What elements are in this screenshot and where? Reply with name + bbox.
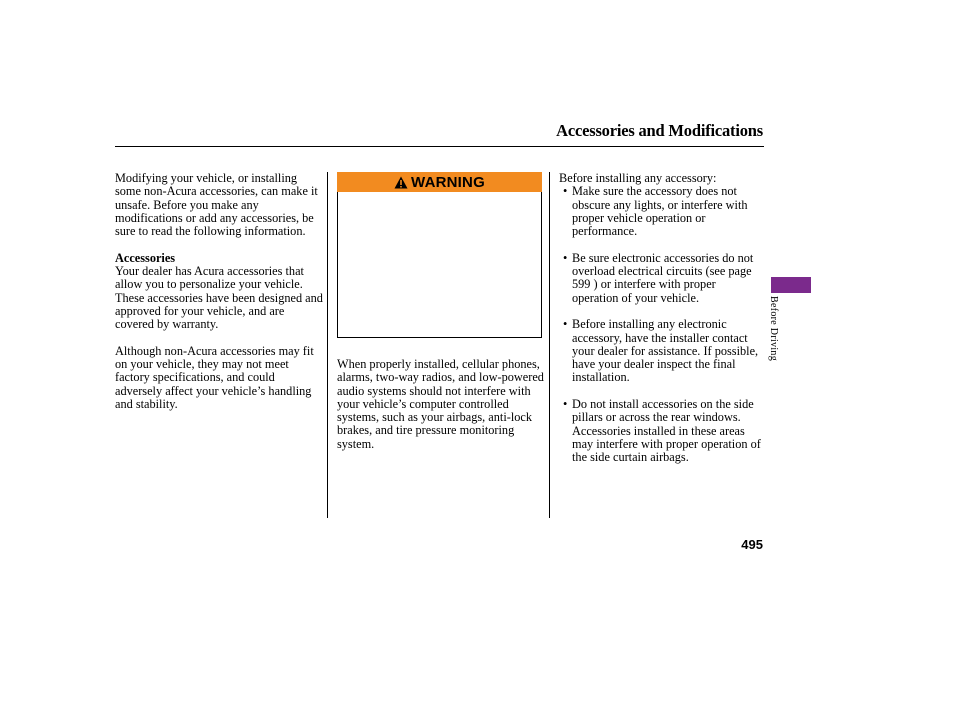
accessories-heading: Accessories [115, 250, 176, 265]
column-divider-left [327, 172, 328, 518]
column-divider-right [549, 172, 550, 518]
warning-label: WARNING [411, 173, 485, 191]
accessory-bullet-list [559, 185, 761, 464]
page-title: Accessories and Modifications [556, 121, 763, 140]
list-item: • Be sure electronic accessories do not overload electrical circuits (see page 599 ) or interfere with proper operation of your vehicle. [563, 250, 754, 305]
warning-triangle-icon [394, 176, 408, 189]
right-column [559, 172, 761, 478]
page-number: 495 [741, 537, 763, 552]
electronics-paragraph: When properly installed, cellular phones, alarms, two-way radios, and low-powered audio systems should not interfere with your vehicle’s computer controlled systems, such as your airbags, anti-lock brakes, and tire pressure monitoring system. [337, 357, 544, 451]
left-column [115, 172, 323, 411]
list-item: • Do not install accessories on the side pillars or across the rear windows. Accessories installed in these areas may interfere with proper operation of the side curtain airbags. [563, 397, 761, 465]
list-item: • Make sure the accessory does not obscure any lights, or interfere with proper vehicle operation or performance. [563, 184, 748, 239]
warning-banner [337, 172, 542, 192]
middle-column [337, 358, 545, 451]
list-item: • Before installing any electronic accessory, have the installer contact your dealer for assistance. If possible, have your dealer inspect the final installation. [563, 317, 759, 385]
title-rule [115, 146, 764, 147]
right-intro: Before installing any accessory: [559, 171, 717, 185]
warning-box [337, 192, 542, 338]
section-tab-marker [771, 277, 811, 293]
intro-paragraph: Modifying your vehicle, or installing some non-Acura accessories, can make it unsafe. Before you make any modifications or add any accessories, be sure to read the following information. [115, 171, 318, 239]
section-tab-label: Before Driving [768, 296, 779, 362]
non-acura-paragraph: Although non-Acura accessories may fit on your vehicle, they may not meet factory specifications, and could adversely affect your vehicle’s handling and stability. [115, 343, 314, 412]
accessories-paragraph: Your dealer has Acura accessories that allow you to personalize your vehicle. These accessories have been designed and approved for your vehicle, and are covered by warranty. [115, 264, 323, 332]
